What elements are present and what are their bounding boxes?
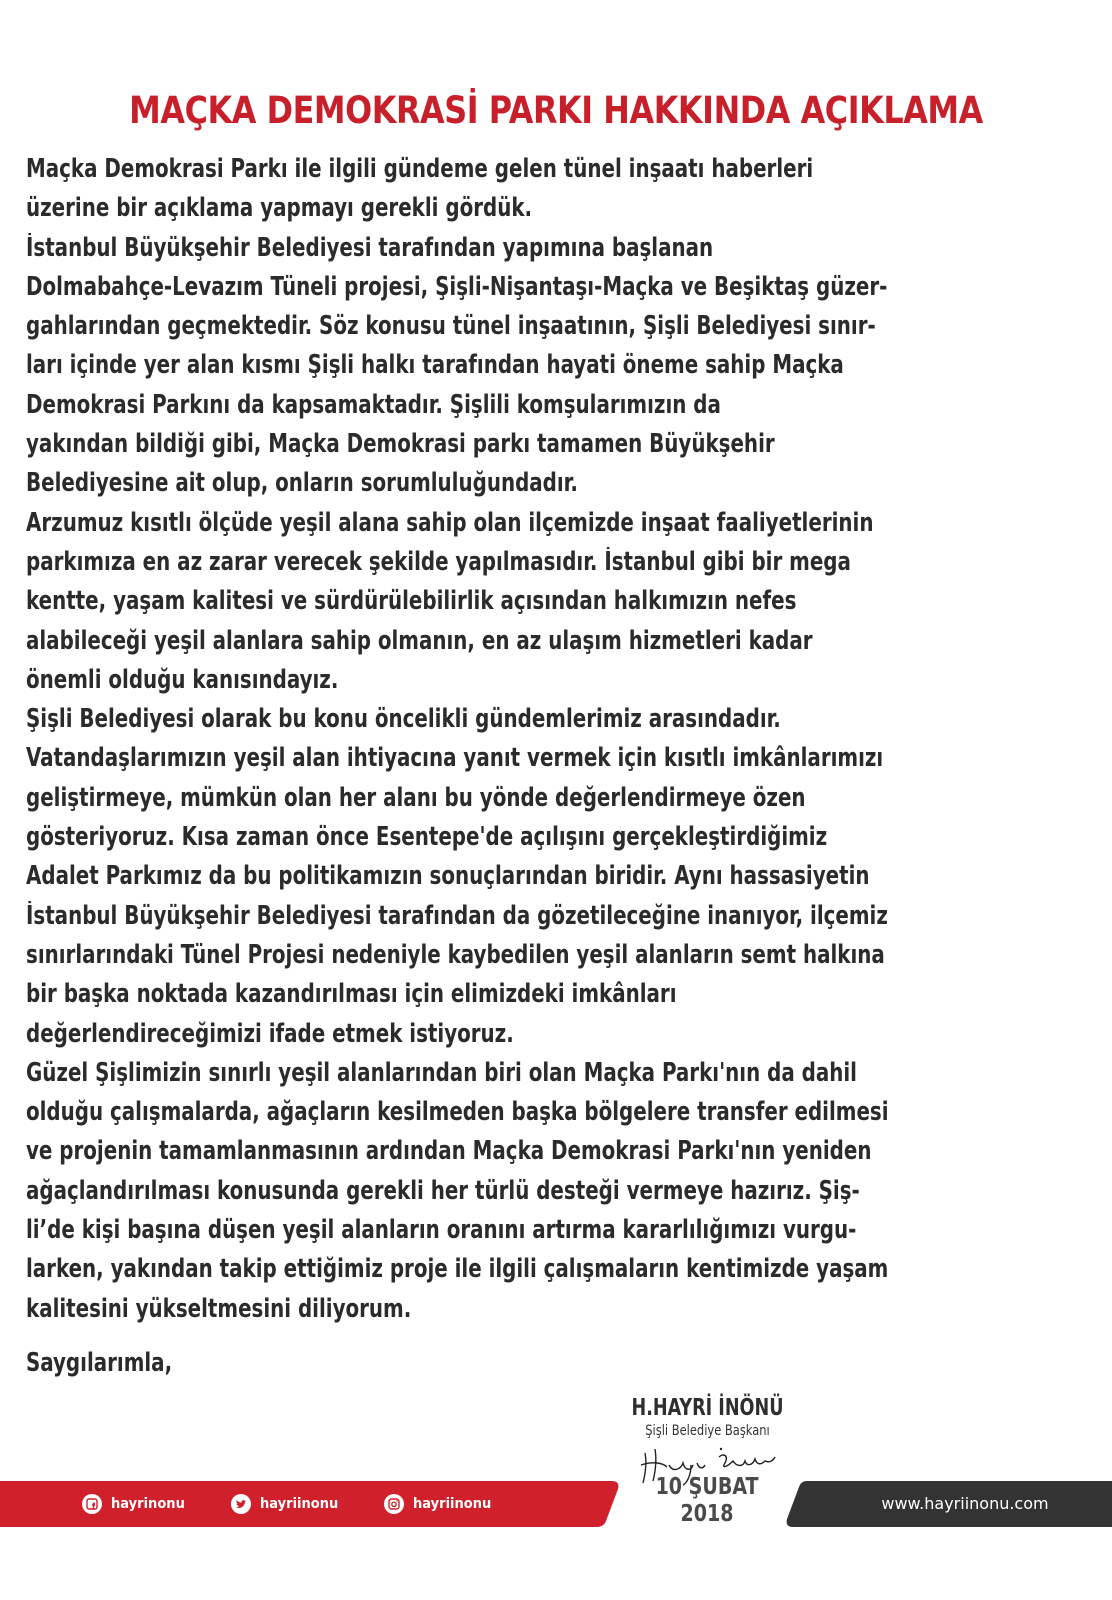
website-link[interactable]: www.hayriinonu.com	[881, 1494, 1049, 1513]
body-line: Dolmabahçe-Levazım Tüneli projesi, Şişli-Nişantaşı-Maçka ve Beşiktaş güzer-	[26, 271, 888, 302]
body-line: Demokrasi Parkını da kapsamaktadır. Şişlili komşularımızın da	[26, 389, 721, 420]
body-line: li’de kişi başına düşen yeşil alanların oranını artırma kararlılığımızı vurgu-	[26, 1215, 857, 1246]
body-line: olduğu çalışmalarda, ağaçların kesilmeden başka bölgelere transfer edilmesi	[26, 1097, 889, 1128]
body-line: gahlarından geçmektedir. Söz konusu tünel inşaatının, Şişli Belediyesi sınır-	[26, 311, 876, 342]
body-line: İstanbul Büyükşehir Belediyesi tarafından yapımına başlanan	[26, 232, 714, 263]
body-line: Arzumuz kısıtlı ölçüde yeşil alana sahip olan ilçemizde inşaat faaliyetlerinin	[26, 507, 874, 538]
signatory-title: Şişli Belediye Başkanı	[645, 1423, 770, 1439]
body-line: ları içinde yer alan kısmı Şişli halkı tarafından hayati öneme sahip Maçka	[26, 350, 844, 381]
body-line: Belediyesine ait olup, onların sorumluluğundadır.	[26, 468, 578, 499]
instagram-icon	[384, 1494, 404, 1514]
body-line: gösteriyoruz. Kısa zaman önce Esentepe'de açılışını gerçekleştirdiğimiz	[26, 822, 828, 853]
document-date	[620, 1474, 795, 1528]
body-line: bir başka noktada kazandırılması için elimizdeki imkânları	[26, 979, 677, 1010]
body-line: geliştirmeye, mümkün olan her alanı bu yönde değerlendirmeye özen	[26, 782, 806, 813]
body-line: İstanbul Büyükşehir Belediyesi tarafından da gözetileceğine inanıyor, ilçemiz	[26, 900, 888, 931]
body-line: larken, yakından takip ettiğimiz proje ile ilgili çalışmaların kentimizde yaşam	[26, 1254, 889, 1285]
date-day-month: 10 ŞUBAT	[655, 1474, 759, 1500]
body-line: ve projenin tamamlanmasının ardından Maçka Demokrasi Parkı'nın yeniden	[26, 1136, 872, 1167]
instagram-link[interactable]	[384, 1481, 491, 1527]
closing-salutation: Saygılarımla,	[26, 1348, 173, 1378]
date-year: 2018	[680, 1501, 734, 1527]
body-line: Güzel Şişlimizin sınırlı yeşil alanlarından biri olan Maçka Parkı'nın da dahil	[26, 1057, 857, 1088]
body-line: Maçka Demokrasi Parkı ile ilgili gündeme gelen tünel inşaatı haberleri	[26, 154, 814, 184]
body-line: yakından bildiği gibi, Maçka Demokrasi parkı tamamen Büyükşehir	[26, 429, 775, 460]
signatory-name: H.HAYRİ İNÖNÜ	[631, 1395, 784, 1421]
facebook-handle: hayrinonu	[111, 1496, 185, 1512]
document-body	[26, 150, 1096, 1329]
document-title: MAÇKA DEMOKRASİ PARKI HAKKINDA AÇIKLAMA	[129, 88, 983, 132]
body-line: ağaçlandırılması konusunda gerekli her türlü desteği vermeye hazırız. Şiş-	[26, 1175, 860, 1206]
body-line: Adalet Parkımız da bu politikamızın sonuçlarından biridir. Aynı hassasiyetin	[26, 861, 870, 892]
body-line: alabileceği yeşil alanlara sahip olmanın, en az ulaşım hizmetleri kadar	[26, 625, 813, 656]
twitter-handle: hayriinonu	[260, 1496, 339, 1512]
body-line: parkımıza en az zarar verecek şekilde yapılmasıdır. İstanbul gibi bir mega	[26, 546, 851, 577]
facebook-link[interactable]	[82, 1481, 185, 1527]
body-line: sınırlarındaki Tünel Projesi nedeniyle kaybedilen yeşil alanların semt halkına	[26, 939, 885, 970]
body-line: kentte, yaşam kalitesi ve sürdürülebilirlik açısından halkımızın nefes	[26, 586, 797, 617]
body-line: önemli olduğu kanısındayız.	[26, 664, 339, 695]
twitter-link[interactable]	[231, 1481, 338, 1527]
body-line: Şişli Belediyesi olarak bu konu öncelikli gündemlerimiz arasındadır.	[26, 704, 781, 735]
body-line: Vatandaşlarımızın yeşil alan ihtiyacına yanıt vermek için kısıtlı imkânlarımızı	[26, 743, 884, 774]
twitter-icon	[231, 1494, 251, 1514]
body-line: üzerine bir açıklama yapmayı gerekli gördük.	[26, 193, 533, 224]
facebook-icon	[82, 1494, 102, 1514]
body-line: değerlendireceğimizi ifade etmek istiyoruz.	[26, 1018, 514, 1049]
body-line: kalitesini yükseltmesini diliyorum.	[26, 1293, 412, 1324]
instagram-handle: hayriinonu	[413, 1496, 492, 1512]
